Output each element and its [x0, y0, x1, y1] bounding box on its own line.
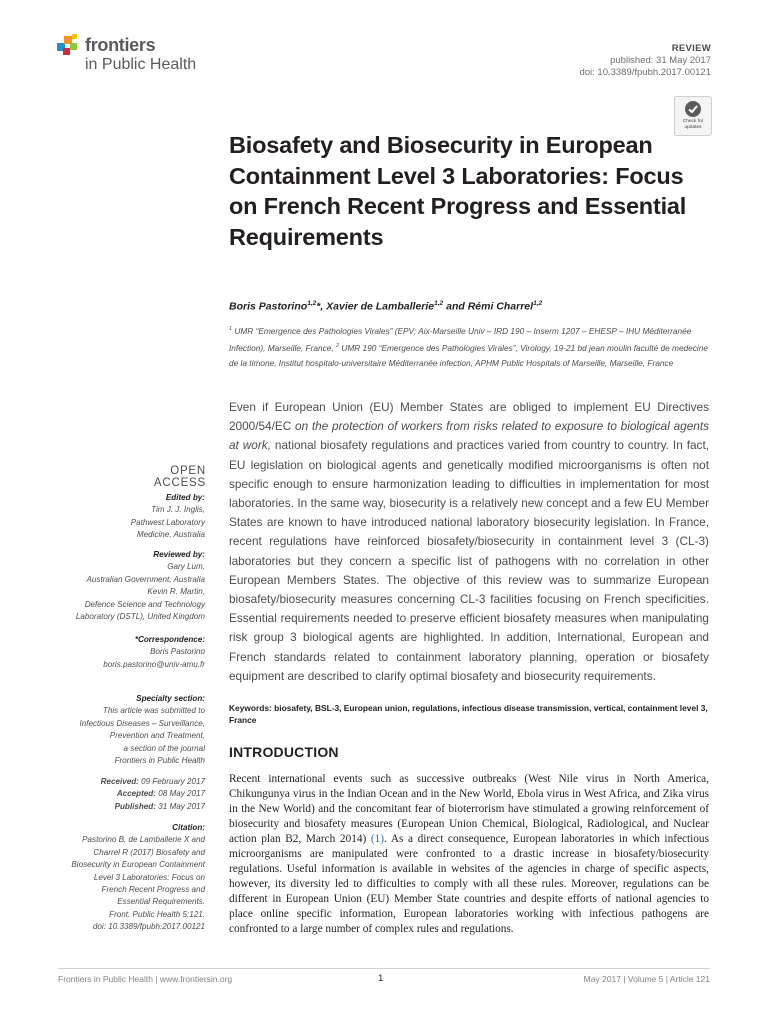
sidebar-heading: *Correspondence:	[134, 635, 205, 644]
specialty-line: Infectious Diseases – Surveillance,	[79, 718, 205, 728]
sidebar-reviewed-by	[58, 549, 205, 623]
author-affiliation-sup: 1,2	[434, 300, 444, 307]
affiliation-text: UMR “Emergence des Pathologies Virales” (EPV: Aix-Marseille Univ – IRD 190 – Inserm 1207 – EHESP – IHU Méditerranée Infection), Marseille, France,	[229, 325, 692, 353]
reviewer-name[interactable]: Gary Lum,	[167, 562, 205, 572]
affiliations	[229, 322, 709, 371]
correspondence-email[interactable]: boris.pastorino@univ-amu.fr	[103, 659, 205, 669]
citation-doi[interactable]: doi: 10.3389/fpubh.2017.00121	[92, 922, 205, 932]
specialty-line: a section of the journal	[123, 743, 205, 753]
editor-affiliation: Pathwest Laboratory	[130, 517, 205, 527]
citation-line: Front. Public Health 5:121.	[109, 909, 205, 919]
affiliation-sup: 2	[335, 342, 340, 349]
sidebar-dates	[58, 776, 205, 813]
abstract-text: Even if European Union (EU) Member States are obliged to implement EU Directives 2000/54/EC	[229, 400, 709, 434]
accepted-label: Accepted:	[116, 789, 156, 799]
author-list	[229, 300, 709, 313]
page-number: 1	[378, 973, 384, 984]
received-label: Received:	[100, 777, 139, 786]
sidebar-citation	[58, 822, 205, 934]
citation-line: Level 3 Laboratories: Focus on	[93, 872, 205, 882]
author-conjunction: and	[443, 300, 468, 313]
specialty-line: Prevention and Treatment,	[109, 731, 205, 741]
abstract-italic-text: on the protection of workers from risks related to exposure to biological agents at work,	[229, 419, 709, 453]
logo-text-frontiers: frontiers	[85, 35, 156, 55]
keywords: Keywords: biosafety, BSL-3, European union, regulations, infectious disease transmission, vertical, containment level 3, France	[229, 703, 708, 725]
affiliation-sup: 1	[229, 326, 233, 332]
sidebar-heading: Specialty section:	[136, 694, 205, 703]
open-access-label: OPEN ACCESS	[153, 465, 206, 489]
reviewer-affiliation: Australian Government, Australia	[86, 574, 205, 584]
body-text: Recent international events such as successive outbreaks (West Nile virus in North America, Chikungunya virus in the Indian Ocean and in the New World, Ebola virus in West Africa, and Zika virus in the New World) and the concomitant fear of bioterrorism have stimulated a growing reinforcement of biosecurity and biosafety measures (European Union Chemical, Biological, Radiological, and Nuclear action plan B2, March 2014)	[229, 773, 709, 845]
author-name[interactable]: Boris Pastorino	[229, 300, 308, 313]
article-title: Biosafety and Biosecurity in European Containment Level 3 Laboratories: Focus on French Recent Progress and Essential Requirements	[229, 132, 687, 250]
specialty-line: Frontiers in Public Health	[114, 756, 205, 766]
footer-issue: May 2017 | Volume 5 | Article 121	[583, 974, 710, 984]
article-type: REVIEW	[671, 43, 711, 54]
section-heading-introduction: INTRODUCTION	[229, 744, 339, 760]
sidebar-edited-by	[58, 492, 205, 542]
published-date: 31 May 2017	[155, 801, 205, 811]
citation-line: Biosecurity in European Containment	[71, 860, 205, 870]
editor-name[interactable]: Tim J. J. Inglis,	[151, 505, 205, 515]
reviewer-name[interactable]: Kevin R. Martin,	[147, 587, 205, 597]
introduction-body	[229, 772, 709, 937]
citation-line: Charrel R (2017) Biosafety and	[93, 847, 205, 857]
editor-affiliation: Medicine, Australia	[136, 530, 205, 540]
frontiers-logo-icon	[57, 34, 81, 58]
specialty-line: This article was submitted to	[102, 706, 205, 716]
author-affiliation-sup: 1,2	[533, 300, 543, 307]
published-date: published: 31 May 2017	[610, 55, 711, 66]
received-date: 09 February 2017	[138, 777, 205, 786]
citation-line: Essential Requirements.	[117, 897, 205, 907]
reviewer-affiliation: Defence Science and Technology	[84, 599, 205, 609]
article-doi[interactable]: doi: 10.3389/fpubh.2017.00121	[579, 67, 711, 78]
check-for-updates-label: Check for updates	[682, 119, 704, 130]
logo-text-journal: in Public Health	[85, 56, 197, 73]
sidebar-correspondence	[58, 634, 205, 671]
footer-journal: Frontiers in Public Health | www.frontiersin.org	[58, 974, 233, 984]
journal-logo[interactable]	[57, 34, 217, 80]
abstract	[229, 398, 709, 686]
correspondence-name: Boris Pastorino	[150, 647, 205, 657]
sidebar-specialty	[58, 693, 205, 767]
check-for-updates-icon	[684, 100, 702, 118]
footer-divider	[58, 968, 710, 969]
sidebar-heading: Edited by:	[165, 493, 205, 502]
sidebar-heading: Citation:	[172, 823, 205, 832]
affiliation-text: UMR 190 “Emergence des Pathologies Virales”, Virology, 19-21 bd jean moulin faculté de medecine de la timone, Institut hospitalo-universitaire Méditerranée infection, APHM Public Hospitals of Marseille, Marseille, France	[229, 342, 709, 368]
author-affiliation-sup: 1,2	[307, 300, 317, 307]
sidebar-heading: Reviewed by:	[153, 550, 205, 559]
corresponding-mark: *,	[316, 300, 327, 313]
author-name[interactable]: Rémi Charrel	[467, 300, 534, 313]
published-label: Published:	[114, 801, 156, 811]
body-text: . As a direct consequence, European laboratories in which infectious microorganisms are manipulated were confronted to a drastic increase in biosafety/biosecurity regulations. Useful information is available in websites of the agencies in charge of specific aspects, however, its diversity led to difficulties to comply with all these rules. Moreover, regulations can be different in European Union (EU) Member State countries and despite efforts of national agencies to place online specific information, European laboratories working with infectious pathogens are confronted to a large number of complex rules and regulations.	[229, 833, 709, 935]
reference-link[interactable]: (1)	[370, 833, 385, 845]
article-meta	[579, 43, 711, 79]
author-name[interactable]: Xavier de Lamballerie	[326, 300, 435, 313]
citation-line: French Recent Progress and	[101, 885, 205, 895]
accepted-date: 08 May 2017	[155, 789, 205, 799]
reviewer-affiliation: Laboratory (DSTL), United Kingdom	[75, 612, 205, 622]
abstract-text: national biosafety regulations and practices varied from country to country. In fact, EU legislation on biological agents and genetically modified microorganisms is often not specific enough to ensure harmonization leading to difficulties in implementation for most laboratories. In the same way, biosecurity is a relatively new concept and a few EU Member States are known to have introduced national laboratory biosecurity legislation. In France, recent regulations have reinforced biosafety/biosecurity in containment level 3 (CL-3) laboratories but they concern a specific list of pathogens with no correlation in other European Members States. The objective of this review was to summarize European biosafety/biosecurity measures concerning CL-3 facilities focusing on French specificities. Essential requirements needed to preserve efficient biosafety measures when manipulating risk group 3 biological agents are highlighted. In addition, International, European and French standards related to containment laboratory planning, operation or biosafety equipment are described to clarify optimal biosafety and biosecurity requirements.	[229, 438, 709, 683]
citation-line: Pastorino B, de Lamballerie X and	[82, 835, 205, 845]
